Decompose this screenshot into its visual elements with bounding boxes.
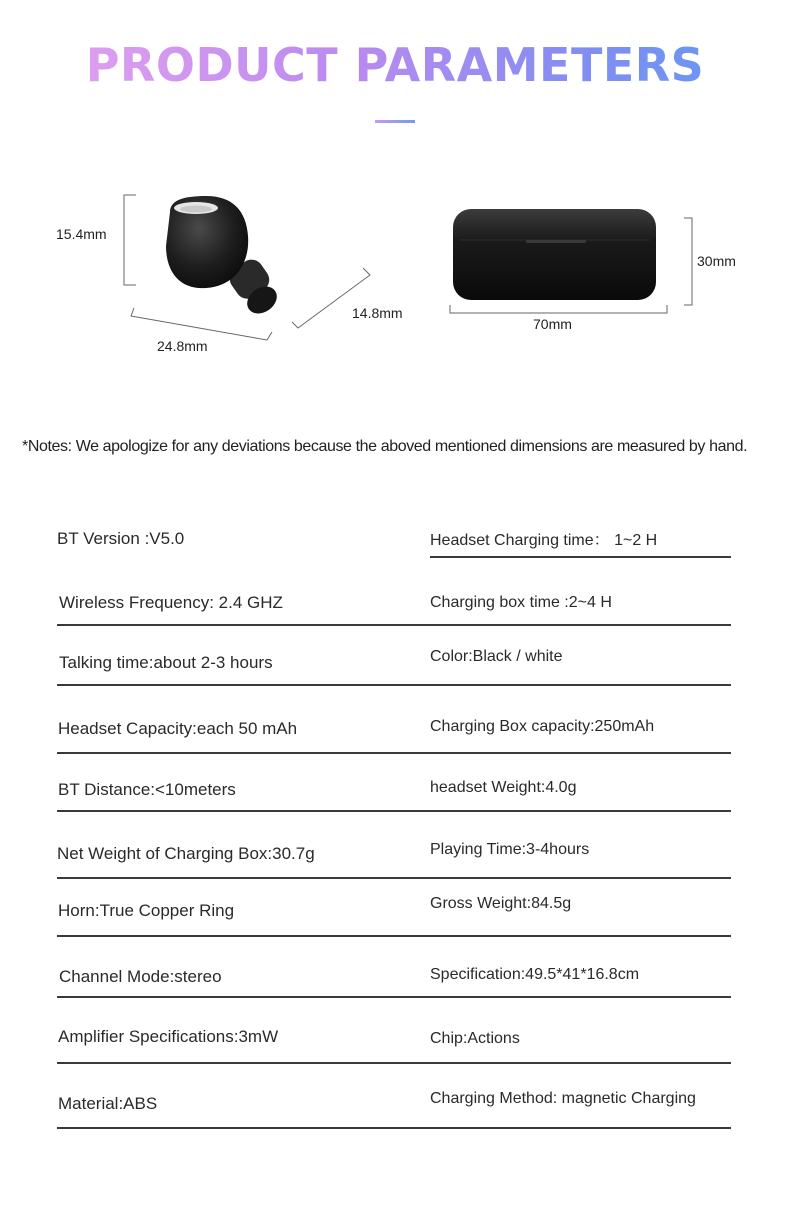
spec-right-cell: Charging Method: magnetic Charging <box>430 1090 696 1107</box>
earbud-width-label: 14.8mm <box>352 305 403 321</box>
spec-row-divider <box>57 877 731 879</box>
spec-left-cell: Talking time:about 2-3 hours <box>59 653 273 672</box>
spec-right-cell: Headset Charging time： 1~2 H <box>430 532 658 549</box>
spec-left-cell: BT Version :V5.0 <box>57 529 185 548</box>
spec-left-cell: Net Weight of Charging Box:30.7g <box>57 844 315 863</box>
spec-left-cell: BT Distance:<10meters <box>58 780 236 799</box>
case-height-label: 30mm <box>697 253 736 269</box>
spec-row-divider <box>57 1062 731 1064</box>
case-length-label: 70mm <box>533 316 572 332</box>
spec-right-cell: headset Weight:4.0g <box>430 779 577 796</box>
spec-left-cell: Headset Capacity:each 50 mAh <box>58 719 298 738</box>
earbud-height-label: 15.4mm <box>56 226 107 242</box>
spec-left-cell: Material:ABS <box>58 1094 158 1113</box>
spec-row-divider <box>57 1127 731 1129</box>
spec-left-cell: Amplifier Specifications:3mW <box>58 1027 279 1046</box>
spec-left-cell: Horn:True Copper Ring <box>58 901 235 920</box>
spec-row-divider <box>430 556 731 558</box>
page-title: PRODUCT PARAMETERS <box>0 38 790 92</box>
spec-row-divider <box>57 935 731 937</box>
spec-row-divider <box>57 810 731 812</box>
spec-row-divider <box>57 684 731 686</box>
spec-right-cell: Playing Time:3-4hours <box>430 841 590 858</box>
spec-right-cell: Specification:49.5*41*16.8cm <box>430 966 640 983</box>
spec-left-cell: Wireless Frequency: 2.4 GHZ <box>59 593 283 612</box>
spec-right-cell: Color:Black / white <box>430 648 563 665</box>
spec-row-divider <box>57 996 731 998</box>
spec-right-cell: Charging box time :2~4 H <box>430 594 612 611</box>
measurement-note: *Notes: We apologize for any deviations because the aboved mentioned dimensions are measured by hand. <box>22 438 748 455</box>
spec-right-cell: Chip:Actions <box>430 1030 520 1047</box>
earbud-length-label: 24.8mm <box>157 338 208 354</box>
spec-row-divider <box>57 752 731 754</box>
spec-right-cell: Charging Box capacity:250mAh <box>430 718 655 735</box>
spec-right-cell: Gross Weight:84.5g <box>430 895 572 912</box>
spec-left-cell: Channel Mode:stereo <box>59 967 222 986</box>
spec-row-divider <box>57 624 731 626</box>
